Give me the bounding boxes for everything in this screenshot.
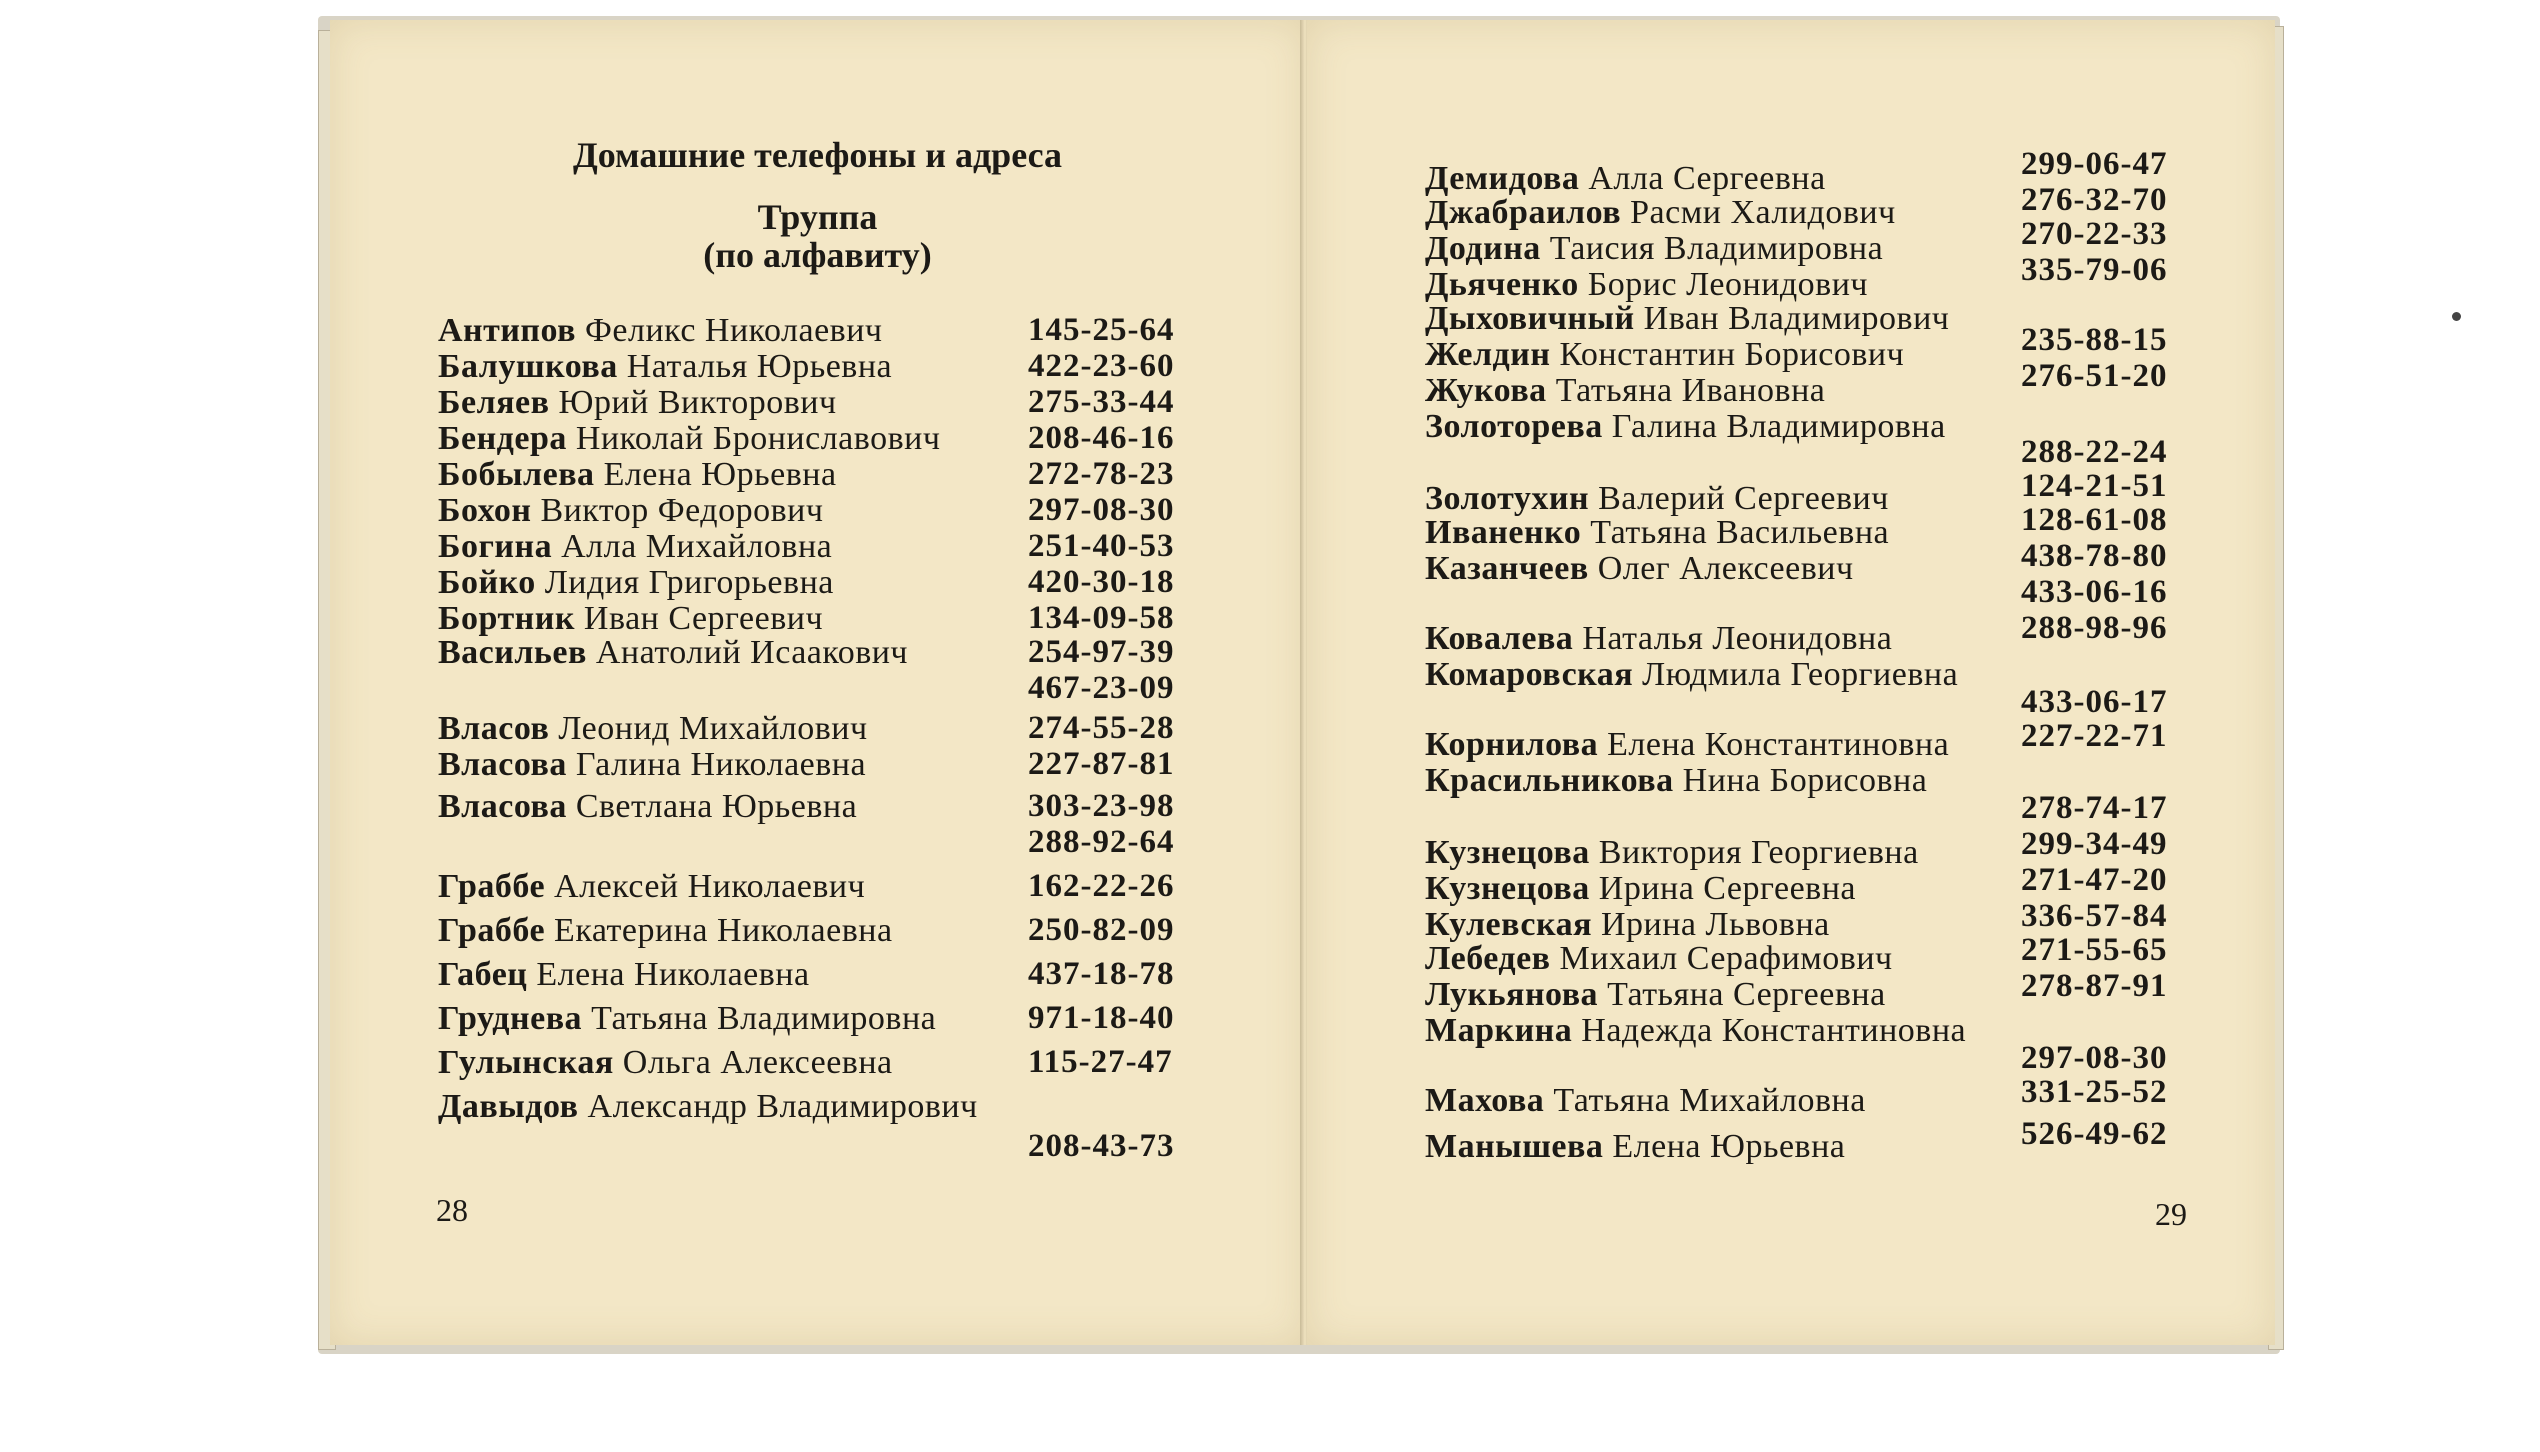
directory-entry — [438, 956, 810, 992]
entry-phone: 270-22-33 — [2021, 216, 2168, 252]
entry-phone: 437-18-78 — [1028, 956, 1175, 992]
entry-phone: 288-98-96 — [2021, 610, 2168, 646]
entry-phone: 134-09-58 — [1028, 600, 1175, 636]
entry-given-names: Алла Сергеевна — [1588, 160, 1826, 197]
entry-phone: 288-92-64 — [1028, 824, 1175, 860]
entry-phone: 208-43-73 — [1028, 1128, 1175, 1164]
entry-surname: Кузнецова — [1425, 834, 1590, 871]
entry-given-names: Феликс Николаевич — [585, 312, 883, 349]
entry-surname: Балушкова — [438, 348, 618, 385]
entry-surname: Бобылева — [438, 456, 595, 493]
entry-given-names: Ирина Львовна — [1600, 906, 1830, 943]
ink-speck — [2452, 312, 2461, 321]
entry-surname: Давыдов — [438, 1088, 579, 1125]
directory-entry — [1425, 480, 1889, 516]
directory-entry — [1425, 1128, 1845, 1164]
directory-entry — [438, 634, 908, 670]
entry-surname: Лукьянова — [1425, 976, 1599, 1013]
entry-surname: Золотухин — [1425, 480, 1590, 517]
entry-phone: 272-78-23 — [1028, 456, 1175, 492]
entry-phone: 971-18-40 — [1028, 1000, 1175, 1036]
entry-surname: Груднева — [438, 1000, 583, 1037]
entry-given-names: Леонид Михайлович — [558, 710, 868, 747]
entry-surname: Корнилова — [1425, 726, 1599, 763]
directory-entry — [1425, 906, 1830, 942]
entry-given-names: Валерий Сергеевич — [1598, 480, 1889, 517]
entry-surname: Власова — [438, 746, 567, 783]
directory-entry — [1425, 372, 1825, 408]
entry-phone: 251-40-53 — [1028, 528, 1175, 564]
entry-phone: 288-22-24 — [2021, 434, 2168, 470]
entry-given-names: Татьяна Владимировна — [591, 1000, 937, 1037]
entry-phone: 297-08-30 — [1028, 492, 1175, 528]
entry-phone: 438-78-80 — [2021, 538, 2168, 574]
entry-given-names: Виктория Георгиевна — [1598, 834, 1919, 871]
entry-phone: 275-33-44 — [1028, 384, 1175, 420]
entry-surname: Желдин — [1425, 336, 1551, 373]
entry-surname: Дыховичный — [1425, 300, 1635, 337]
entry-phone: 227-22-71 — [2021, 718, 2168, 754]
directory-entry — [1425, 230, 1883, 266]
entry-given-names: Светлана Юрьевна — [575, 788, 858, 825]
entry-given-names: Ольга Алексеевна — [622, 1044, 893, 1081]
directory-entry — [1425, 656, 1958, 692]
entry-given-names: Елена Константиновна — [1607, 726, 1950, 763]
entry-given-names: Нина Борисовна — [1682, 762, 1928, 799]
page-number-left: 28 — [436, 1192, 468, 1228]
entry-given-names: Алла Михайловна — [561, 528, 833, 565]
directory-entry — [1425, 870, 1856, 906]
entry-surname: Комаровская — [1425, 656, 1634, 693]
entry-given-names: Татьяна Сергеевна — [1607, 976, 1886, 1013]
entry-phone: 526-49-62 — [2021, 1116, 2168, 1152]
right-page — [1307, 20, 2275, 1345]
entry-surname: Дьяченко — [1425, 266, 1579, 303]
entry-phone: 250-82-09 — [1028, 912, 1175, 948]
directory-entry — [1425, 408, 1946, 444]
entry-given-names: Ирина Сергеевна — [1598, 870, 1857, 907]
entry-surname: Граббе — [438, 868, 546, 905]
directory-entry — [438, 788, 857, 824]
entry-surname: Джабраилов — [1425, 194, 1622, 231]
directory-entry — [1425, 336, 1904, 372]
directory-entry — [1425, 300, 1949, 336]
entry-phone: 467-23-09 — [1028, 670, 1175, 706]
entry-given-names: Наталья Юрьевна — [626, 348, 893, 385]
entry-phone: 274-55-28 — [1028, 710, 1175, 746]
entry-surname: Маркина — [1425, 1012, 1573, 1049]
entry-phone: 145-25-64 — [1028, 312, 1175, 348]
entry-surname: Бортник — [438, 600, 575, 637]
entry-phone: 162-22-26 — [1028, 868, 1175, 904]
entry-given-names: Александр Владимирович — [587, 1088, 978, 1125]
entry-surname: Кулевская — [1425, 906, 1592, 943]
entry-given-names: Татьяна Михайловна — [1553, 1082, 1866, 1119]
directory-entry — [1425, 976, 1886, 1012]
directory-entry — [1425, 940, 1893, 976]
entry-given-names: Елена Юрьевна — [603, 456, 837, 493]
entry-given-names: Алексей Николаевич — [554, 868, 866, 905]
entry-given-names: Татьяна Васильевна — [1590, 514, 1890, 551]
entry-given-names: Олег Алексеевич — [1597, 550, 1854, 587]
entry-surname: Бойко — [438, 564, 536, 601]
entry-given-names: Константин Борисович — [1559, 336, 1905, 373]
entry-given-names: Елена Юрьевна — [1612, 1128, 1846, 1165]
entry-phone: 336-57-84 — [2021, 898, 2168, 934]
entry-surname: Казанчеев — [1425, 550, 1589, 587]
entry-phone: 335-79-06 — [2021, 252, 2168, 288]
entry-phone: 331-25-52 — [2021, 1074, 2168, 1110]
entry-surname: Лебедев — [1425, 940, 1551, 977]
directory-entry — [1425, 726, 1949, 762]
entry-phone: 433-06-16 — [2021, 574, 2168, 610]
entry-surname: Демидова — [1425, 160, 1580, 197]
entry-surname: Антипов — [438, 312, 577, 349]
entry-given-names: Таисия Владимировна — [1549, 230, 1884, 267]
entry-phone: 278-74-17 — [2021, 790, 2168, 826]
entry-phone: 235-88-15 — [2021, 322, 2168, 358]
entry-phone: 124-21-51 — [2021, 468, 2168, 504]
directory-entry — [438, 492, 823, 528]
entry-phone: 278-87-91 — [2021, 968, 2168, 1004]
entry-phone: 433-06-17 — [2021, 684, 2168, 720]
page-number-right: 29 — [2155, 1196, 2187, 1232]
entry-surname: Габец — [438, 956, 528, 993]
entry-phone: 128-61-08 — [2021, 502, 2168, 538]
entry-given-names: Виктор Федорович — [540, 492, 824, 529]
directory-entry — [1425, 1012, 1966, 1048]
entry-surname: Бендера — [438, 420, 567, 457]
section-title: Труппа — [757, 197, 878, 237]
entry-surname: Гулынская — [438, 1044, 614, 1081]
directory-entry — [1425, 1082, 1866, 1118]
entry-given-names: Елена Николаевна — [536, 956, 810, 993]
directory-entry — [1425, 550, 1854, 586]
directory-entry — [438, 456, 837, 492]
directory-entry — [1425, 160, 1826, 196]
entry-given-names: Иван Владимирович — [1643, 300, 1950, 337]
entry-surname: Манышева — [1425, 1128, 1604, 1165]
entry-surname: Золоторева — [1425, 408, 1603, 445]
directory-entry — [438, 420, 940, 456]
entry-surname: Бохон — [438, 492, 532, 529]
directory-entry — [438, 312, 883, 348]
entry-given-names: Наталья Леонидовна — [1582, 620, 1893, 657]
entry-surname: Кузнецова — [1425, 870, 1590, 907]
entry-given-names: Надежда Константиновна — [1581, 1012, 1967, 1049]
entry-given-names: Михаил Серафимович — [1559, 940, 1893, 977]
entry-surname: Ковалева — [1425, 620, 1574, 657]
directory-entry — [438, 710, 868, 746]
entry-given-names: Екатерина Николаевна — [554, 912, 893, 949]
entry-phone: 297-08-30 — [2021, 1040, 2168, 1076]
entry-given-names: Иван Сергеевич — [583, 600, 824, 637]
left-page — [330, 20, 1307, 1345]
directory-entry — [1425, 266, 1868, 302]
entry-given-names: Юрий Викторович — [558, 384, 837, 421]
entry-given-names: Расми Халидович — [1630, 194, 1896, 231]
section-subtitle: (по алфавиту) — [703, 235, 932, 275]
page-title: Домашние телефоны и адреса — [572, 135, 1063, 175]
entry-phone: 420-30-18 — [1028, 564, 1175, 600]
entry-given-names: Николай Брониславович — [575, 420, 941, 457]
directory-entry — [438, 528, 832, 564]
entry-surname: Власова — [438, 788, 567, 825]
directory-entry — [438, 1044, 893, 1080]
directory-entry — [438, 348, 892, 384]
entry-given-names: Анатолий Исаакович — [595, 634, 909, 671]
entry-phone: 276-32-70 — [2021, 182, 2168, 218]
entry-phone: 115-27-47 — [1028, 1044, 1173, 1080]
entry-surname: Власов — [438, 710, 550, 747]
entry-surname: Додина — [1425, 230, 1541, 267]
directory-entry — [1425, 834, 1919, 870]
directory-entry — [438, 1000, 936, 1036]
directory-entry — [438, 746, 866, 782]
entry-phone: 271-47-20 — [2021, 862, 2168, 898]
entry-surname: Иваненко — [1425, 514, 1582, 551]
entry-surname: Жукова — [1425, 372, 1547, 409]
entry-given-names: Галина Владимировна — [1611, 408, 1946, 445]
entry-surname: Махова — [1425, 1082, 1545, 1119]
directory-entry — [438, 564, 834, 600]
entry-phone: 254-97-39 — [1028, 634, 1175, 670]
entry-phone: 271-55-65 — [2021, 932, 2168, 968]
entry-phone: 303-23-98 — [1028, 788, 1175, 824]
entry-surname: Богина — [438, 528, 553, 565]
entry-phone: 299-34-49 — [2021, 826, 2168, 862]
entry-phone: 276-51-20 — [2021, 358, 2168, 394]
directory-entry — [1425, 514, 1889, 550]
entry-given-names: Людмила Георгиевна — [1642, 656, 1959, 693]
directory-entry — [438, 1088, 978, 1124]
entry-surname: Васильев — [438, 634, 587, 671]
entry-given-names: Татьяна Ивановна — [1555, 372, 1826, 409]
directory-entry — [1425, 620, 1892, 656]
entry-phone: 422-23-60 — [1028, 348, 1175, 384]
directory-entry — [438, 384, 837, 420]
entry-phone: 227-87-81 — [1028, 746, 1175, 782]
directory-entry — [1425, 194, 1896, 230]
entry-given-names: Галина Николаевна — [575, 746, 867, 783]
directory-entry — [438, 912, 893, 948]
directory-entry — [438, 868, 865, 904]
directory-entry — [1425, 762, 1927, 798]
entry-surname: Красильникова — [1425, 762, 1674, 799]
entry-phone: 299-06-47 — [2021, 146, 2168, 182]
entry-phone: 208-46-16 — [1028, 420, 1175, 456]
directory-entry — [438, 600, 823, 636]
entry-surname: Беляев — [438, 384, 550, 421]
entry-surname: Граббе — [438, 912, 546, 949]
entry-given-names: Борис Леонидович — [1587, 266, 1869, 303]
entry-given-names: Лидия Григорьевна — [544, 564, 834, 601]
